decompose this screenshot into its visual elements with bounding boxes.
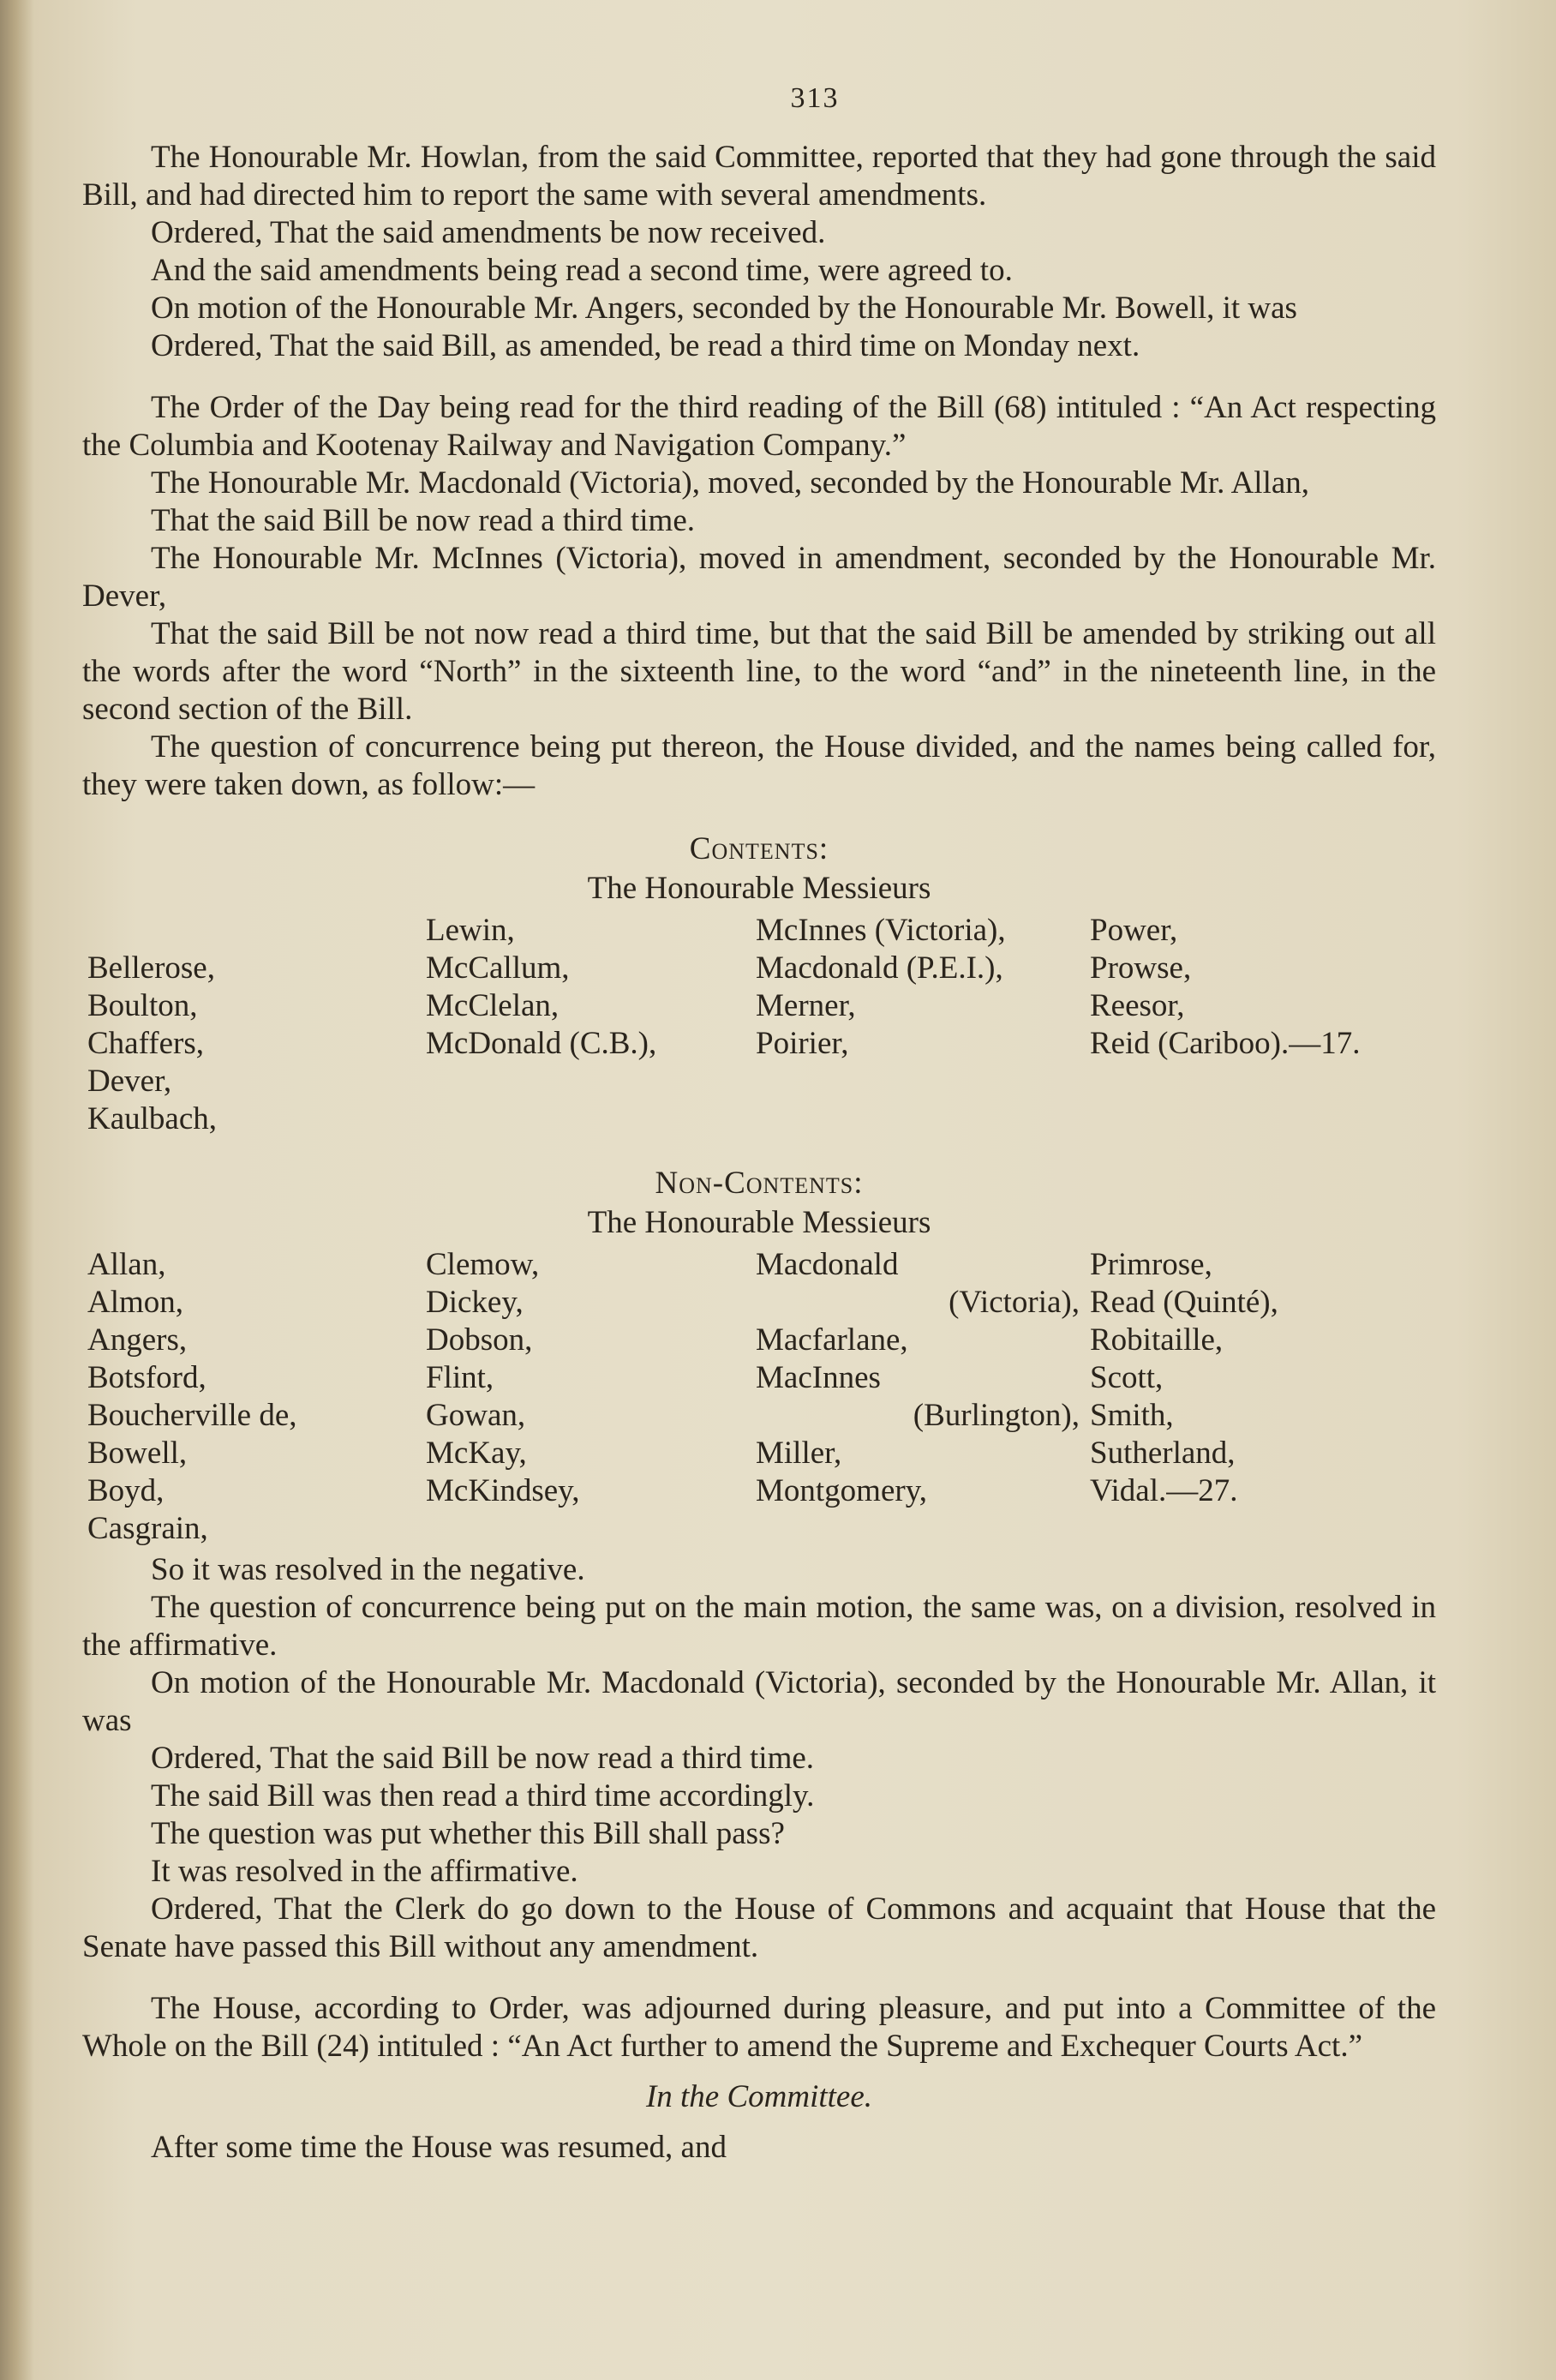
names-column <box>1090 1246 1441 1548</box>
senator-name: Macdonald <box>756 1247 899 1282</box>
senator-name: Clemow, <box>426 1247 540 1282</box>
paragraph: That the said Bill be not now read a third time, but that the said Bill be amended by striking out all the words after the word “North” in the sixteenth line, to the word “and” in the nineteenth line, in the second section of the Bill. <box>82 616 1436 727</box>
senator-name: Reid (Cariboo).—17. <box>1090 1026 1361 1061</box>
senator-name: Kaulbach, <box>87 1101 218 1136</box>
page-content <box>82 82 1436 2167</box>
senator-name: Chaffers, <box>87 1026 204 1061</box>
senator-name: Merner, <box>756 988 856 1023</box>
senator-name: Boulton, <box>87 988 198 1023</box>
names-column <box>426 1246 756 1548</box>
senator-name: Macfarlane, <box>756 1322 908 1358</box>
senator-name: McClelan, <box>426 988 560 1023</box>
non-contents-names-list <box>87 1246 1436 1548</box>
contents-heading: Contents: <box>689 831 829 866</box>
paragraph: And the said amendments being read a second time, were agreed to. <box>151 253 1013 288</box>
paragraph: On motion of the Honourable Mr. Macdonald (Victoria), seconded by the Honourable Mr. Allan, it was <box>82 1665 1436 1738</box>
names-column <box>756 912 1090 1138</box>
paragraph: Ordered, That the Clerk do go down to the House of Commons and acquaint that House that the Senate have passed this Bill without any amendment. <box>82 1891 1436 1964</box>
senator-name: Boyd, <box>87 1473 165 1508</box>
committee-heading: In the Committee. <box>645 2079 873 2114</box>
senator-name: (Burlington), <box>913 1398 1080 1433</box>
senator-name: McCallum, <box>426 950 570 986</box>
senator-name: Power, <box>1090 913 1178 948</box>
senator-name: Boucherville de, <box>87 1398 297 1433</box>
senator-name: Dever, <box>87 1064 172 1099</box>
senator-name: McKay, <box>426 1436 527 1471</box>
paragraph: The Honourable Mr. McInnes (Victoria), moved in amendment, seconded by the Honourable Mr. Dever, <box>82 541 1436 614</box>
senator-name: Poirier, <box>756 1026 849 1061</box>
senator-name: Reesor, <box>1090 988 1185 1023</box>
senator-name: Read (Quinté), <box>1090 1285 1278 1320</box>
names-column <box>426 912 756 1138</box>
senator-name: McInnes (Victoria), <box>756 913 1006 948</box>
senator-name: Angers, <box>87 1322 188 1358</box>
senator-name: Flint, <box>426 1360 494 1395</box>
paragraph: The Honourable Mr. Macdonald (Victoria), moved, seconded by the Honourable Mr. Allan, <box>151 465 1310 501</box>
paragraph: After some time the House was resumed, and <box>151 2130 727 2165</box>
paragraph: The question of concurrence being put thereon, the House divided, and the names being called for, they were taken down, as follow:— <box>82 729 1436 802</box>
paragraph: The question of concurrence being put on the main motion, the same was, on a division, resolved in the affirmative. <box>82 1590 1436 1663</box>
senator-name: Dickey, <box>426 1285 524 1320</box>
senator-name: Macdonald (P.E.I.), <box>756 950 1003 986</box>
paragraph: On motion of the Honourable Mr. Angers, seconded by the Honourable Mr. Bowell, it was <box>151 291 1297 326</box>
senator-name: Casgrain, <box>87 1511 208 1546</box>
paragraph: The said Bill was then read a third time accordingly. <box>151 1778 815 1813</box>
contents-subheading: The Honourable Messieurs <box>587 871 931 906</box>
paragraph: So it was resolved in the negative. <box>151 1552 585 1587</box>
senator-name: Lewin, <box>426 913 515 948</box>
paragraph: That the said Bill be now read a third time. <box>151 503 695 538</box>
paragraph: Ordered, That the said Bill, as amended, be read a third time on Monday next. <box>151 328 1140 363</box>
senator-name: Bowell, <box>87 1436 188 1471</box>
senator-name: Sutherland, <box>1090 1436 1236 1471</box>
senator-name: Almon, <box>87 1285 184 1320</box>
senator-name: Botsford, <box>87 1360 206 1395</box>
names-column <box>87 912 426 1138</box>
senator-name: Gowan, <box>426 1398 526 1433</box>
names-column <box>87 1246 426 1548</box>
senator-name: Allan, <box>87 1247 166 1282</box>
senator-name: Montgomery, <box>756 1473 928 1508</box>
senator-name: MacInnes <box>756 1360 881 1395</box>
names-column <box>756 1246 1090 1548</box>
contents-names-list <box>87 912 1436 1138</box>
non-contents-subheading: The Honourable Messieurs <box>587 1205 931 1240</box>
paragraph: The House, according to Order, was adjourned during pleasure, and put into a Committee of the Whole on the Bill (24) intituled : “An Act further to amend the Supreme and Exchequer Courts Act.” <box>82 1991 1436 2064</box>
paragraph: Ordered, That the said amendments be now received. <box>151 215 826 250</box>
senator-name: Miller, <box>756 1436 842 1471</box>
senator-name: Robitaille, <box>1090 1322 1224 1358</box>
senator-name: Prowse, <box>1090 950 1192 986</box>
senator-name: Scott, <box>1090 1360 1164 1395</box>
senator-name: Bellerose, <box>87 950 215 986</box>
senator-name: (Victoria), <box>949 1285 1080 1320</box>
senator-name: Vidal.—27. <box>1090 1473 1238 1508</box>
paragraph: The Order of the Day being read for the third reading of the Bill (68) intituled : “An Act respecting the Columbia and Kootenay Railway and Navigation Company.” <box>82 390 1436 463</box>
paragraph: The Honourable Mr. Howlan, from the said Committee, reported that they had gone through the said Bill, and had directed him to report the same with several amendments. <box>82 140 1436 213</box>
page-number: 313 <box>790 82 840 114</box>
names-column <box>1090 912 1441 1138</box>
senator-name: McDonald (C.B.), <box>426 1026 657 1061</box>
paragraph: It was resolved in the affirmative. <box>151 1854 578 1889</box>
senator-name: Smith, <box>1090 1398 1174 1433</box>
senator-name <box>87 912 426 950</box>
senator-name: Dobson, <box>426 1322 533 1358</box>
paragraph: Ordered, That the said Bill be now read a third time. <box>151 1741 815 1776</box>
senator-name: McKindsey, <box>426 1473 580 1508</box>
paragraph: The question was put whether this Bill shall pass? <box>151 1816 785 1851</box>
non-contents-heading: Non-Contents: <box>655 1166 864 1201</box>
senator-name: Primrose, <box>1090 1247 1212 1282</box>
